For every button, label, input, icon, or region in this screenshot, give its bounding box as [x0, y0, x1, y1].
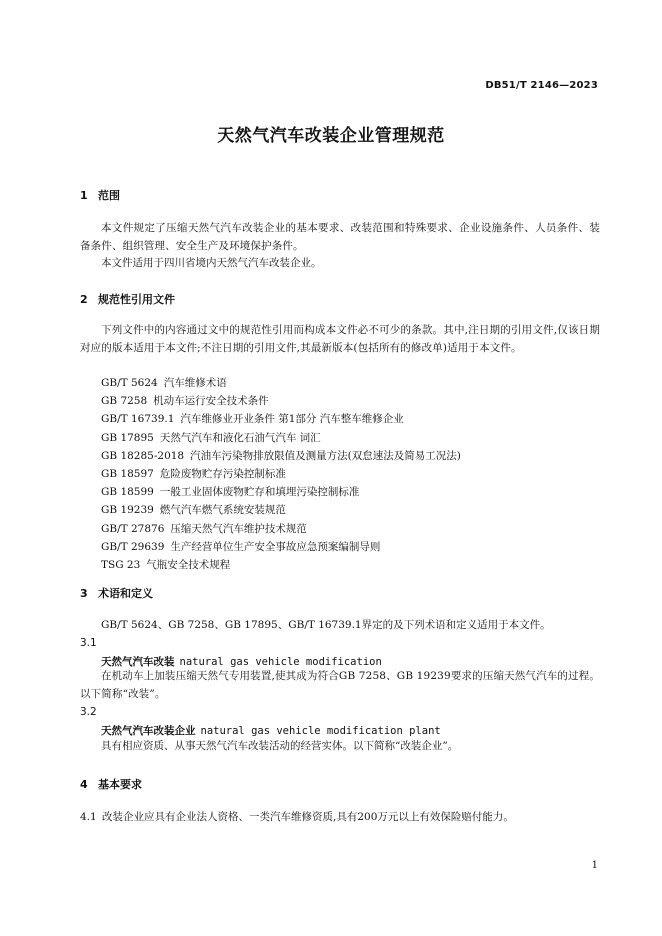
- section-title: 规范性引用文件: [98, 293, 175, 306]
- section-number: 1: [80, 189, 88, 202]
- list-item: [101, 392, 461, 410]
- section-heading-normative-references: [80, 291, 175, 307]
- term-definition: 在机动车上加装压缩天然气专用装置,使其成为符合GB 7258、GB 19239要求的压缩天然气汽车的过程。以下简称“改装”。: [80, 670, 600, 700]
- reference-title: 气瓶安全技术规程: [146, 558, 231, 571]
- term-name: [101, 723, 441, 738]
- reference-code: GB 7258: [101, 395, 148, 408]
- clause-text: 改装企业应具有企业法人资格、一类汽车维修资质,具有200万元以上有效保险赔付能力。: [102, 811, 514, 823]
- reference-code: GB 18285-2018: [101, 449, 185, 462]
- terms-intro: GB/T 5624、GB 7258、GB 17895、GB/T 16739.1界定的及下列术语和定义适用于本文件。: [101, 619, 551, 631]
- standard-number: DB51/T 2146—2023: [485, 80, 598, 91]
- reference-title: 燃气汽车燃气系统安装规范: [159, 504, 286, 517]
- references-intro: 下列文件中的内容通过文中的规范性引用而构成本文件必不可少的条款。其中,注日期的引用文件,仅该日期对应的版本适用于本文件;不注日期的引用文件,其最新版本(包括所有的修改单)适用于本文件。: [80, 324, 600, 354]
- section-title: 范围: [98, 189, 120, 202]
- term-name-zh: 天然气汽车改装企业: [101, 725, 196, 737]
- reference-code: GB/T 29639: [101, 540, 165, 553]
- scope-paragraph-2: 本文件适用于四川省境内天然气汽车改装企业。: [101, 257, 322, 269]
- reference-title: 危险废物贮存污染控制标准: [159, 467, 286, 480]
- term-number: 3.2: [80, 706, 97, 718]
- term-name-en: natural gas vehicle modification: [179, 656, 382, 668]
- reference-code: GB 18599: [101, 486, 154, 499]
- list-item: [101, 520, 461, 538]
- reference-code: GB/T 27876: [101, 522, 165, 535]
- reference-code: GB 18597: [101, 467, 154, 480]
- section-number: 4: [80, 778, 88, 791]
- page-number: 1: [591, 860, 598, 871]
- scope-paragraph-1: 本文件规定了压缩天然气汽车改装企业的基本要求、改装范围和特殊要求、企业设施条件、人员条件、装备条件、组织管理、安全生产及环境保护条件。: [80, 222, 600, 252]
- list-item: [101, 465, 461, 483]
- section-title: 术语和定义: [98, 587, 153, 600]
- clause: [80, 809, 514, 824]
- reference-title: 汽车维修业开业条件 第1部分 汽车整车维修企业: [180, 413, 404, 426]
- term-definition: 具有相应资质、从事天然气汽车改装活动的经营实体。以下简称“改装企业”。: [101, 740, 459, 752]
- reference-title: 机动车运行安全技术条件: [153, 395, 269, 408]
- term-name: [101, 654, 382, 669]
- reference-title: 汽车维修术语: [163, 377, 227, 389]
- reference-code: GB/T 5624: [101, 377, 158, 389]
- list-item: [101, 429, 461, 447]
- reference-title: 压缩天然气汽车维护技术规范: [170, 522, 307, 535]
- reference-title: 生产经营单位生产安全事故应急预案编制导则: [170, 540, 381, 553]
- list-item: [101, 556, 461, 574]
- section-title: 基本要求: [98, 778, 142, 791]
- term-name-zh: 天然气汽车改装: [101, 656, 175, 668]
- section-heading-scope: [80, 187, 120, 203]
- reference-title: 一般工业固体废物贮存和填埋污染控制标准: [159, 486, 360, 499]
- clause-number: 4.1: [80, 811, 97, 823]
- reference-code: TSG 23: [101, 558, 141, 571]
- section-heading-basic-requirements: [80, 776, 142, 792]
- section-heading-terms: [80, 585, 153, 601]
- section-number: 2: [80, 293, 88, 306]
- list-item: [101, 483, 461, 501]
- list-item: [101, 538, 461, 556]
- document-title: 天然气汽车改装企业管理规范: [217, 126, 445, 146]
- list-item: [101, 374, 461, 392]
- reference-code: GB/T 16739.1: [101, 413, 175, 426]
- reference-list: [101, 374, 461, 574]
- list-item: [101, 447, 461, 465]
- list-item: [101, 501, 461, 519]
- term-number: 3.1: [80, 637, 97, 649]
- reference-title: 汽油车污染物排放限值及测量方法(双怠速法及简易工况法): [190, 449, 461, 462]
- list-item: [101, 410, 461, 428]
- section-number: 3: [80, 587, 88, 600]
- reference-title: 天然气汽车和液化石油气汽车 词汇: [159, 431, 321, 444]
- term-name-en: natural gas vehicle modification plant: [200, 725, 441, 737]
- reference-code: GB 19239: [101, 504, 154, 517]
- reference-code: GB 17895: [101, 431, 154, 444]
